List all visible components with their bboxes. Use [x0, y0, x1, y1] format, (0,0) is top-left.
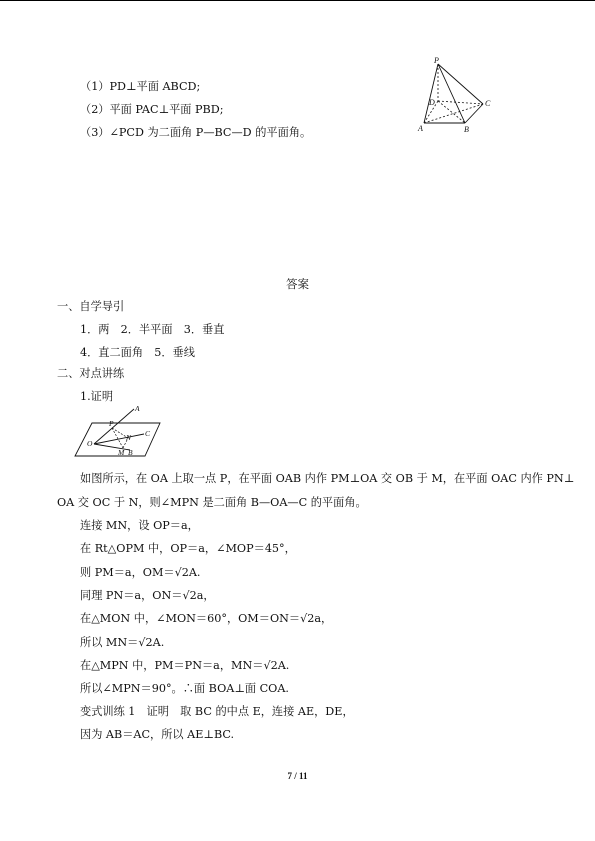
section-1-line-1: 1．两 2．半平面 3．垂直: [80, 323, 225, 336]
proof-line-5: 在△MON 中，∠MON＝60°，OM＝ON＝√2a，: [80, 612, 333, 625]
proof-line-3: 则 PM＝a，OM＝√2A.: [80, 566, 201, 579]
question-3: （3）∠PCD 为二面角 P—BC—D 的平面角。: [80, 126, 312, 139]
fig1-label-c: C: [485, 99, 491, 108]
proof-line-1: 连接 MN，设 OP＝a，: [80, 519, 199, 532]
proof-line-9: 变式训练 1 证明 取 BC 的中点 E，连接 AE，DE，: [80, 705, 354, 718]
dihedral-figure: [70, 403, 170, 461]
proof-line-2: 在 Rt△OPM 中，OP＝a，∠MOP＝45°，: [80, 542, 296, 555]
fig2-label-c: C: [145, 429, 151, 438]
fig2-label-o: O: [87, 439, 93, 448]
fig1-label-a: A: [418, 124, 423, 133]
question-2: （2）平面 PAC⊥平面 PBD;: [80, 103, 224, 116]
section-1-line-2: 4．直二面角 5．垂线: [80, 346, 195, 359]
proof-label: 1.证明: [80, 390, 114, 403]
section-2-heading: 二、对点讲练: [57, 367, 125, 380]
section-1-heading: 一、自学导引: [57, 300, 125, 313]
answer-title: 答案: [286, 277, 309, 291]
fig1-label-d: D: [429, 98, 435, 107]
proof-line-4: 同理 PN＝a，ON＝√2a，: [80, 589, 215, 602]
page-number: 7 / 11: [287, 771, 308, 781]
pyramid-figure: [412, 55, 497, 135]
fig2-label-b: B: [128, 448, 133, 457]
proof-line-6: 所以 MN＝√2A.: [80, 636, 165, 649]
fig2-label-m: M: [118, 448, 125, 457]
fig2-label-n: N: [126, 433, 132, 442]
proof-line-7: 在△MPN 中，PM＝PN＝a，MN＝√2A.: [80, 659, 290, 672]
proof-para-1a: 如图所示，在 OA 上取一点 P，在平面 OAB 内作 PM⊥OA 交 OB 于 M，在平面 OAC 内作 PN⊥: [80, 472, 575, 485]
proof-para-1b: OA 交 OC 于 N，则∠MPN 是二面角 B—OA—C 的平面角。: [57, 496, 367, 509]
page-top-rule: [0, 0, 595, 1]
question-1: （1）PD⊥平面 ABCD;: [80, 80, 201, 93]
proof-line-8: 所以∠MPN＝90°。∴面 BOA⊥面 COA.: [80, 682, 289, 695]
fig1-label-p: P: [434, 56, 439, 65]
fig2-label-p: P: [109, 419, 114, 428]
proof-line-10: 因为 AB＝AC，所以 AE⊥BC.: [80, 728, 235, 741]
fig1-label-b: B: [464, 125, 469, 134]
fig2-label-a: A: [135, 404, 140, 413]
